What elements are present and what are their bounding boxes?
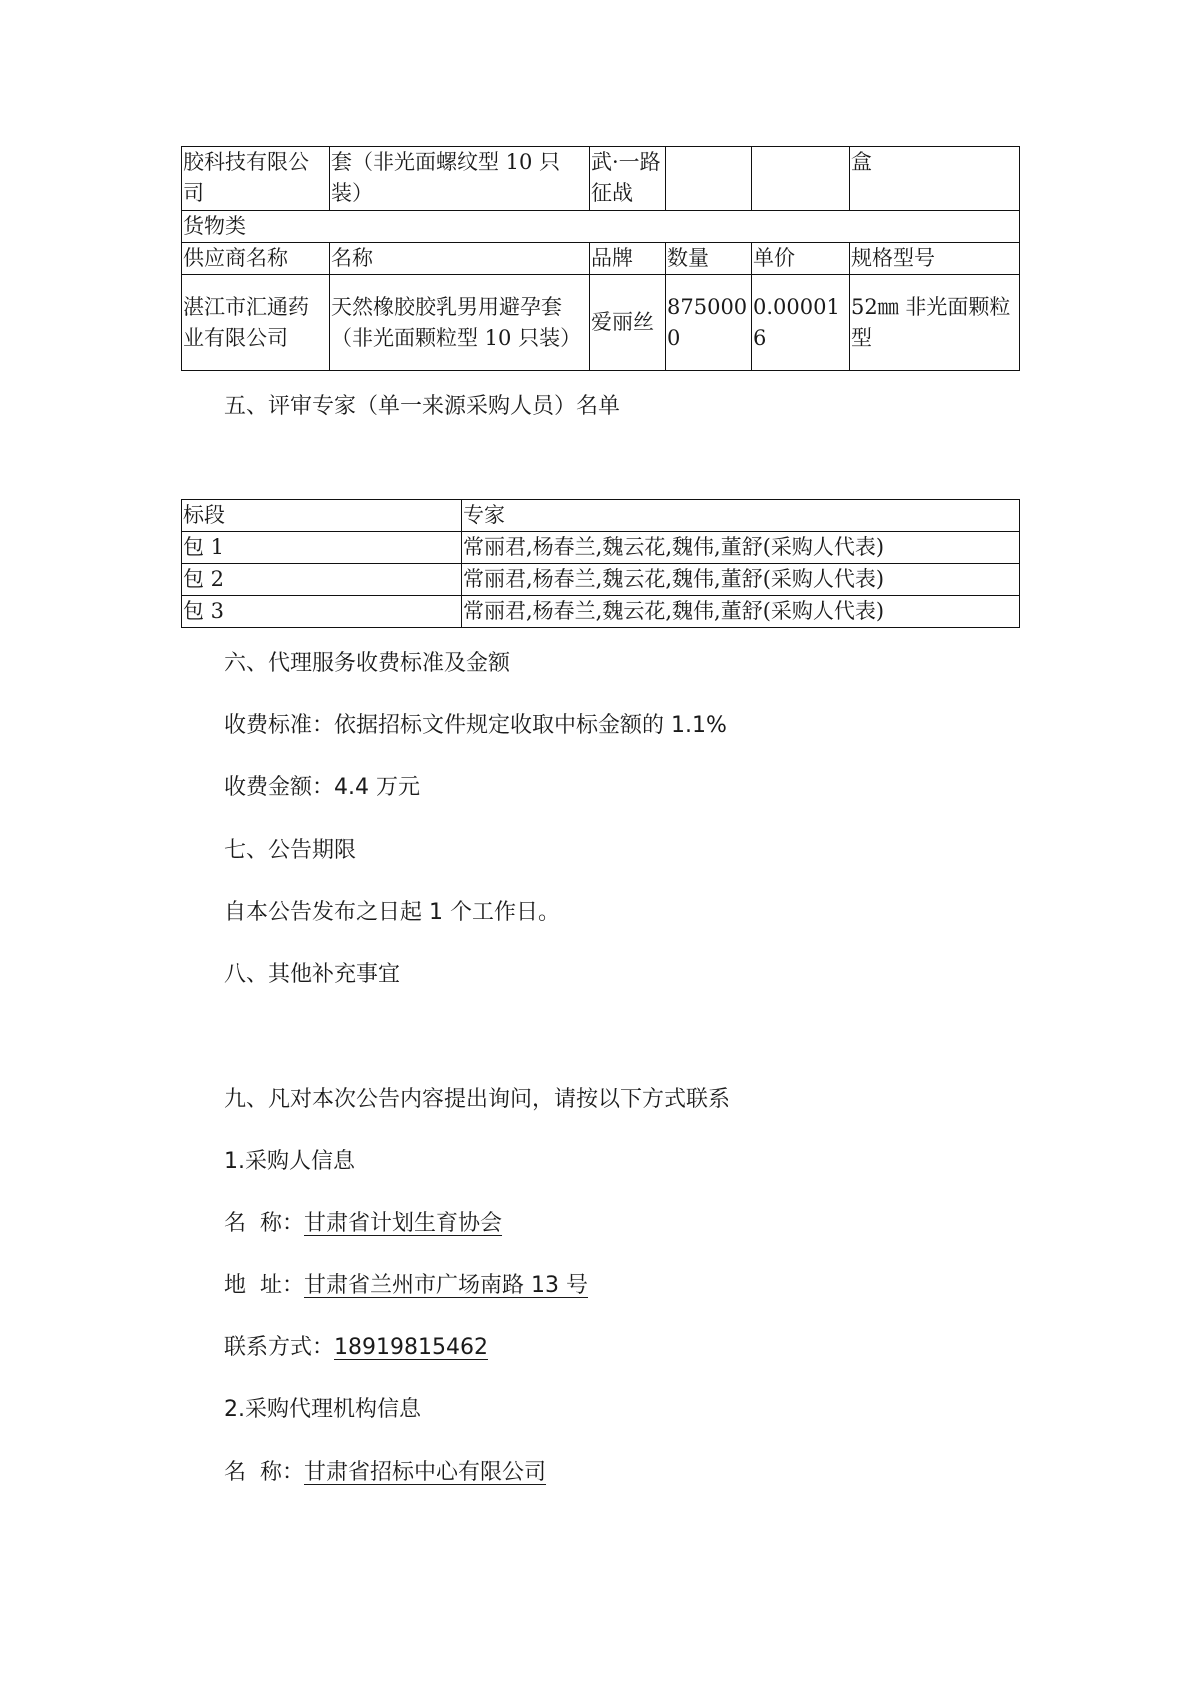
notice-period-text: 自本公告发布之日起 1 个工作日。 [224,900,560,925]
column-header: 标段 [182,500,462,532]
table-row [182,564,1020,596]
field-label: 联系方式： [224,1335,335,1360]
fee-amount-label: 收费金额： [224,775,335,800]
column-header: 规格型号 [850,243,1020,275]
field-label: 地 址： [224,1273,304,1298]
agency-name: 甘肃省招标中心有限公司 [304,1460,547,1485]
table-cell: 天然橡胶胶乳男用避孕套（非光面颗粒型 10 只装） [330,275,590,371]
section-heading: 六、代理服务收费标准及金额 [224,651,511,676]
purchaser-address-line [224,1271,588,1301]
table-cell: 爱丽丝 [590,275,666,371]
table-row [182,596,1020,628]
fee-standard-line [224,711,727,741]
table-cell [752,147,850,211]
purchaser-heading: 1.采购人信息 [224,1149,355,1174]
category-cell: 货物类 [182,211,1020,243]
section-heading: 九、凡对本次公告内容提出询问，请按以下方式联系 [224,1087,731,1112]
purchaser-address: 甘肃省兰州市广场南路 13 号 [304,1273,588,1298]
table-cell: 盒 [850,147,1020,211]
table-row [182,147,1020,211]
field-label: 名 称： [224,1211,304,1236]
column-header: 品牌 [590,243,666,275]
table-cell: 常丽君,杨春兰,魏云花,魏伟,董舒(采购人代表) [462,564,1020,596]
field-label: 名 称： [224,1460,304,1485]
table-cell [666,147,752,211]
table-cell: 8750000 [666,275,752,371]
table-row [182,211,1020,243]
agency-heading: 2.采购代理机构信息 [224,1397,421,1422]
table-header-row [182,243,1020,275]
goods-table [181,146,1020,371]
table-cell: 包 1 [182,532,462,564]
table-cell: 52㎜ 非光面颗粒型 [850,275,1020,371]
purchaser-name: 甘肃省计划生育协会 [304,1211,503,1236]
table-cell: 湛江市汇通药业有限公司 [182,275,330,371]
purchaser-contact-line [224,1333,488,1363]
fee-standard-value: 依据招标文件规定收取中标金额的 1.1% [334,713,727,738]
table-row [182,275,1020,371]
table-cell: 常丽君,杨春兰,魏云花,魏伟,董舒(采购人代表) [462,596,1020,628]
section-heading: 五、评审专家（单一来源采购人员）名单 [224,394,621,419]
table-cell: 胶科技有限公司 [182,147,330,211]
table-cell: 包 2 [182,564,462,596]
fee-amount-value: 4.4 万元 [334,775,420,800]
agency-name-line [224,1458,546,1488]
table-cell: 0.000016 [752,275,850,371]
expert-table [181,499,1020,628]
purchaser-name-line [224,1209,502,1239]
fee-standard-label: 收费标准： [224,713,335,738]
fee-amount-line [224,773,420,803]
column-header: 名称 [330,243,590,275]
column-header: 单价 [752,243,850,275]
table-cell: 套（非光面螺纹型 10 只装） [330,147,590,211]
section-heading: 八、其他补充事宜 [224,962,401,987]
table-row [182,532,1020,564]
table-header-row [182,500,1020,532]
section-heading: 七、公告期限 [224,838,357,863]
purchaser-phone: 18919815462 [334,1335,488,1360]
column-header: 专家 [462,500,1020,532]
table-cell: 包 3 [182,596,462,628]
column-header: 数量 [666,243,752,275]
table-cell: 武·一路征战 [590,147,666,211]
table-cell: 常丽君,杨春兰,魏云花,魏伟,董舒(采购人代表) [462,532,1020,564]
column-header: 供应商名称 [182,243,330,275]
